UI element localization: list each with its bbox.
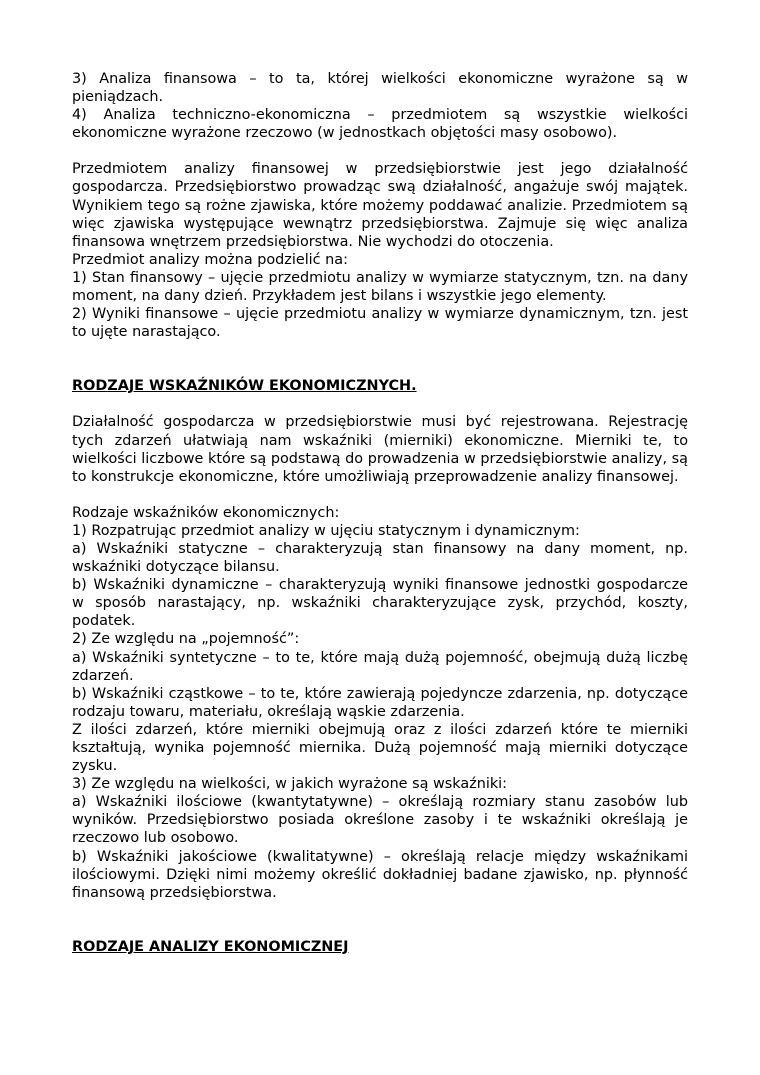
paragraph-stan-finansowy: 1) Stan finansowy – ujęcie przedmiotu analizy w wymiarze statycznym, tzn. na dany moment, na dany dzień. Przykładem jest bilans i wszystkie jego elementy. — [72, 269, 688, 305]
paragraph-rodzaje-1: 1) Rozpatrując przedmiot analizy w ujęciu statycznym i dynamicznym: — [72, 522, 580, 539]
paragraph-rodzaje-1a: a) Wskaźniki statyczne – charakteryzują stan finansowy na dany moment, np. wskaźniki dotyczące bilansu. — [72, 540, 688, 576]
paragraph-rodzaje-1b: b) Wskaźniki dynamiczne – charakteryzują wyniki finansowe jednostki gospodarcze w sposób narastający, np. wskaźniki charakteryzujące zysk, przychód, koszty, podatek. — [72, 577, 688, 630]
paragraph-analiza-techniczna: 4) Analiza techniczno-ekonomiczna – przedmiotem są wszystkie wielkości ekonomiczne wyrażone rzeczowo (w jednostkach objętości masy osobowo). — [72, 107, 688, 142]
paragraph-rodzaje-3b: b) Wskaźniki jakościowe (kwalitatywne) – określają relacje między wskaźnikami ilościowymi. Dzięki nimi możemy określić dokładniej badane zjawisko, np. płynność finansową przedsiębiorstwa. — [72, 848, 688, 901]
section-heading-analiza: RODZAJE ANALIZY EKONOMICZNEJ — [72, 938, 349, 955]
section-heading-wskazniki: RODZAJE WSKAŹNIKÓW EKONOMICZNYCH. — [72, 378, 417, 395]
paragraph-rodzaje-2b: b) Wskaźniki cząstkowe – to te, które zawierają pojedyncze zdarzenia, np. dotyczące rodzaju towaru, materiału, określają wąskie zdarzenia. — [72, 685, 688, 720]
paragraph-podzial-intro: Przedmiot analizy można podzielić na: — [72, 251, 348, 268]
paragraph-wyniki-finansowe: 2) Wyniki finansowe – ujęcie przedmiotu analizy w wymiarze dynamicznym, tzn. jest to ujęte narastająco. — [72, 306, 688, 341]
paragraph-rodzaje-3: 3) Ze względu na wielkości, w jakich wyrażone są wskaźniki: — [72, 776, 508, 793]
paragraph-rodzaje-2: 2) Ze względu na „pojemność”: — [72, 631, 300, 648]
paragraph-analiza-finansowa: 3) Analiza finansowa – to ta, której wielkości ekonomiczne wyrażone są w pieniądzach. — [72, 71, 688, 106]
paragraph-pojemnosc: Z ilości zdarzeń, które mierniki obejmują oraz z ilości zdarzeń które te mierniki kształtują, wynika pojemność miernika. Dużą pojemność mają mierniki dotyczące zysku. — [72, 721, 688, 775]
paragraph-dzialalnosc: Działalność gospodarcza w przedsiębiorstwie musi być rejestrowana. Rejestrację tych zdarzeń ułatwiają nam wskaźniki (mierniki) ekonomiczne. Mierniki te, to wielkości liczbowe które są podstawą do prowadzenia w przedsiębiorstwie analizy, są to konstrukcje ekonomiczne, które umożliwiają przeprowadzenie analizy finansowej. — [72, 414, 688, 485]
paragraph-rodzaje-3a: a) Wskaźniki ilościowe (kwantytatywne) – określają rozmiary stanu zasobów lub wyników. Przedsiębiorstwo posiada określone zasoby i te wskaźniki określają je rzeczowo lub osobowo. — [72, 794, 688, 847]
paragraph-rodzaje-intro: Rodzaje wskaźników ekonomicznych: — [72, 504, 340, 521]
paragraph-rodzaje-2a: a) Wskaźniki syntetyczne – to te, które mają dużą pojemność, obejmują dużą liczbę zdarzeń. — [72, 649, 688, 684]
paragraph-przedmiot-analizy: Przedmiotem analizy finansowej w przedsiębiorstwie jest jego działalność gospodarcza. Przedsiębiorstwo prowadząc swą działalność, angażuje swój majątek. Wynikiem tego są rożne zjawiska, które możemy poddawać analizie. Przedmiotem są więc zjawiska występujące wewnątrz przedsiębiorstwa. Zajmuje się więc analiza finansowa wnętrzem przedsiębiorstwa. Nie wychodzi do otoczenia. — [72, 161, 688, 250]
